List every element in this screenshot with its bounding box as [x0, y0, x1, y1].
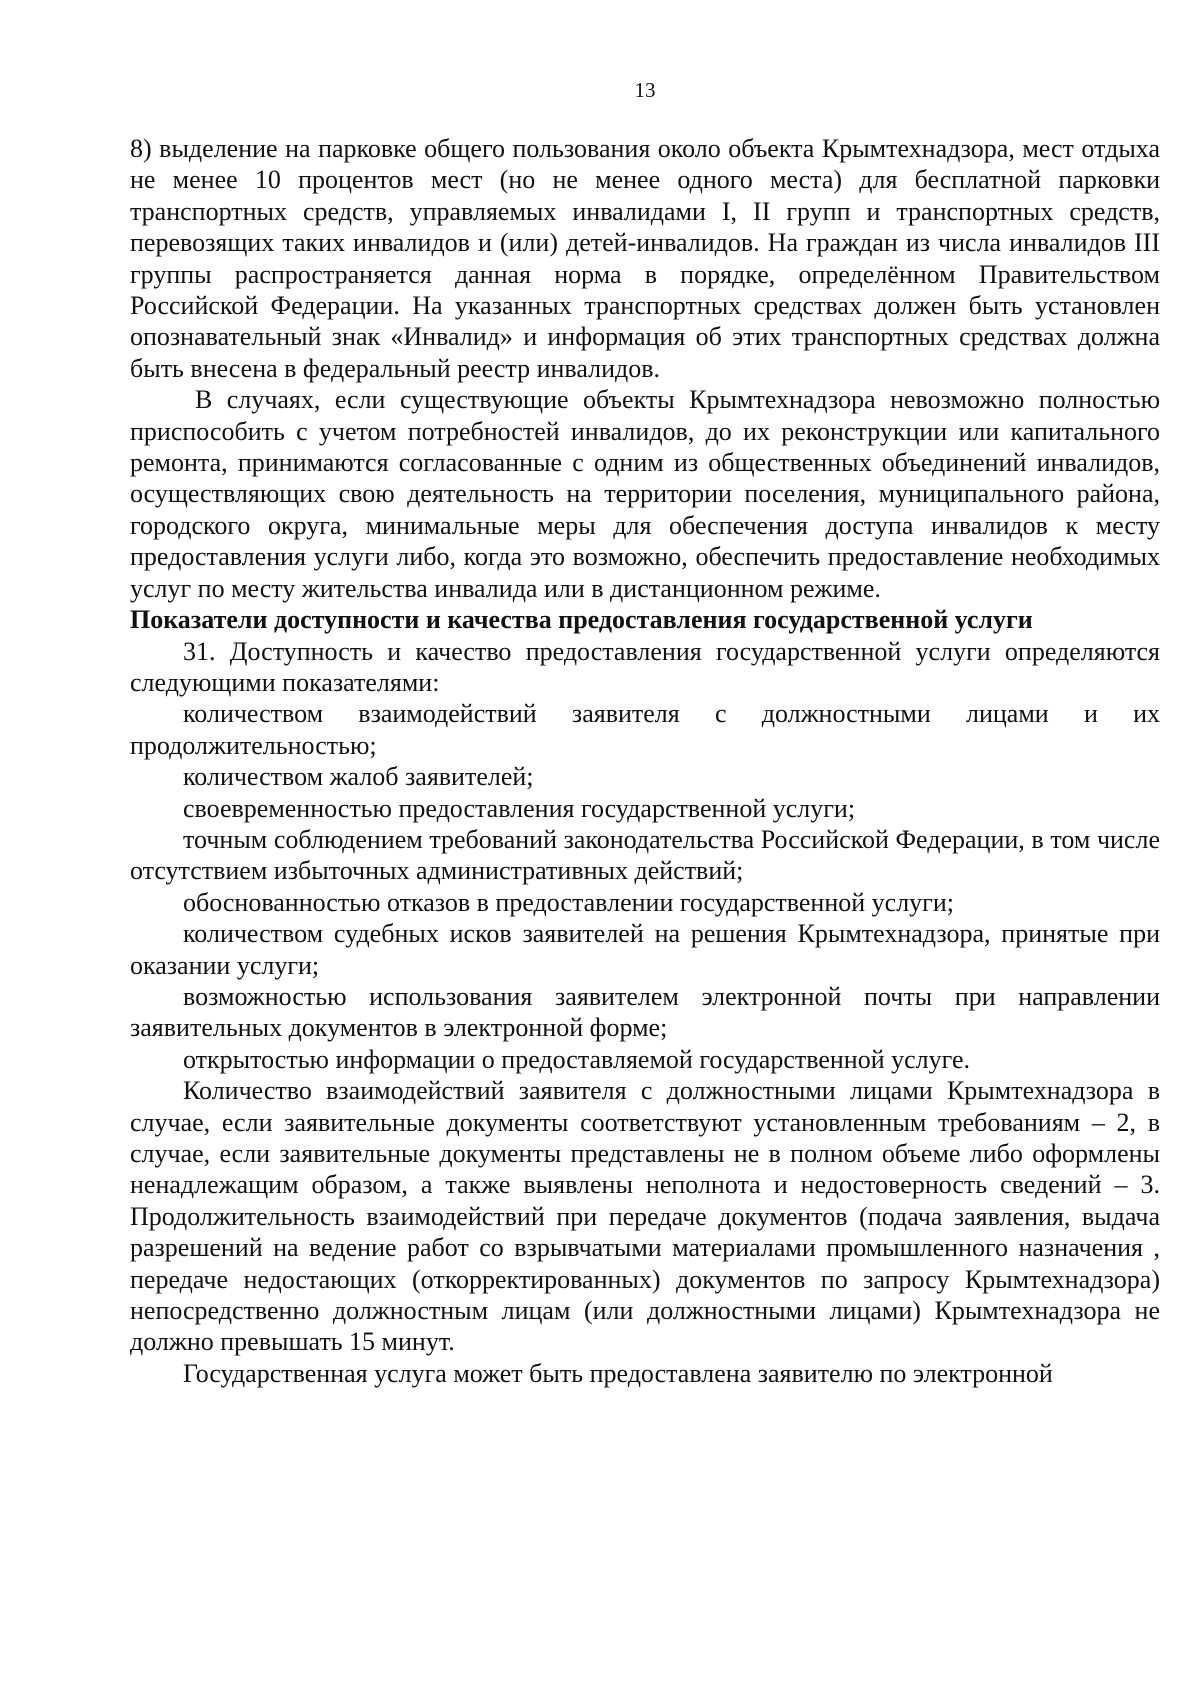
- indicator-openness: открытостью информации о предоставляемой государственной услуге.: [183, 1044, 971, 1074]
- paragraph-interaction-count: Количество взаимодействий заявителя с должностными лицами Крымтехнадзора в случае, если заявительные документы соответствуют установленным требованиям – 2, в случае, если заявительные документы представлены не в полном объеме либо оформлены ненадлежащим образом, а также выявлены неполнота и недостоверность сведений – 3. Продолжительность взаимодействий при передаче документов (подача заявления, выдача разрешений на ведение работ со взрывчатыми материалами промышленного назначения , передаче недостающих (откорректированных) документов по запросу Крымтехнадзора) непосредственно должностным лицам (или должностными лицами) Крымтехнадзора не должно превышать 15 минут.: [130, 1076, 1160, 1357]
- indicator-timeliness: своевременностью предоставления государственной услуги;: [183, 793, 856, 823]
- paragraph-parking: 8) выделение на парковке общего пользования около объекта Крымтехнадзора, мест отдыха не менее 10 процентов мест (но не менее одного места) для бесплатной парковки транспортных средств, управляемых инвалидами I, II групп и транспортных средств, перевозящих таких инвалидов и (или) детей-инвалидов. На граждан из числа инвалидов III группы распространяется данная норма в порядке, определённом Правительством Российской Федерации. На указанных транспортных средствах должен быть установлен опознавательный знак «Инвалид» и информация об этих транспортных средствах должна быть внесена в федеральный реестр инвалидов.: [130, 134, 1160, 383]
- indicator-interactions: количеством взаимодействий заявителя с должностными лицами и их продолжительностью;: [130, 699, 1160, 760]
- indicator-complaints: количеством жалоб заявителей;: [183, 762, 534, 792]
- paragraph-item-31: 31. Доступность и качество предоставления государственной услуги определяются следующими показателями:: [130, 636, 1160, 697]
- paragraph-reconstruction: В случаях, если существующие объекты Крымтехнадзора невозможно полностью приспособить с учетом потребностей инвалидов, до их реконструкции или капитального ремонта, принимаются согласованные с одним из общественных объединений инвалидов, осуществляющих свою деятельность на территории поселения, муниципального района, городского округа, минимальные меры для обеспечения доступа инвалидов к месту предоставления услуги либо, когда это возможно, обеспечить предоставление необходимых услуг по месту жительства инвалида или в дистанционном режиме.: [130, 385, 1160, 603]
- indicator-refusals: обоснованностью отказов в предоставлении государственной услуги;: [183, 887, 954, 917]
- indicator-compliance: точным соблюдением требований законодательства Российской Федерации, в том числе отсутствием избыточных административных действий;: [130, 824, 1160, 886]
- page-number: 13: [634, 78, 656, 102]
- indicator-lawsuits: количеством судебных исков заявителей на решения Крымтехнадзора, принятые при оказании услуги;: [130, 919, 1160, 980]
- indicator-email: возможностью использования заявителем электронной почты при направлении заявительных документов в электронной форме;: [130, 981, 1160, 1043]
- paragraph-electronic-service: Государственная услуга может быть предоставлена заявителю по электронной: [183, 1358, 1053, 1388]
- document-body: [130, 133, 1160, 1389]
- section-heading: Показатели доступности и качества предоставления государственной услуги: [130, 605, 1033, 635]
